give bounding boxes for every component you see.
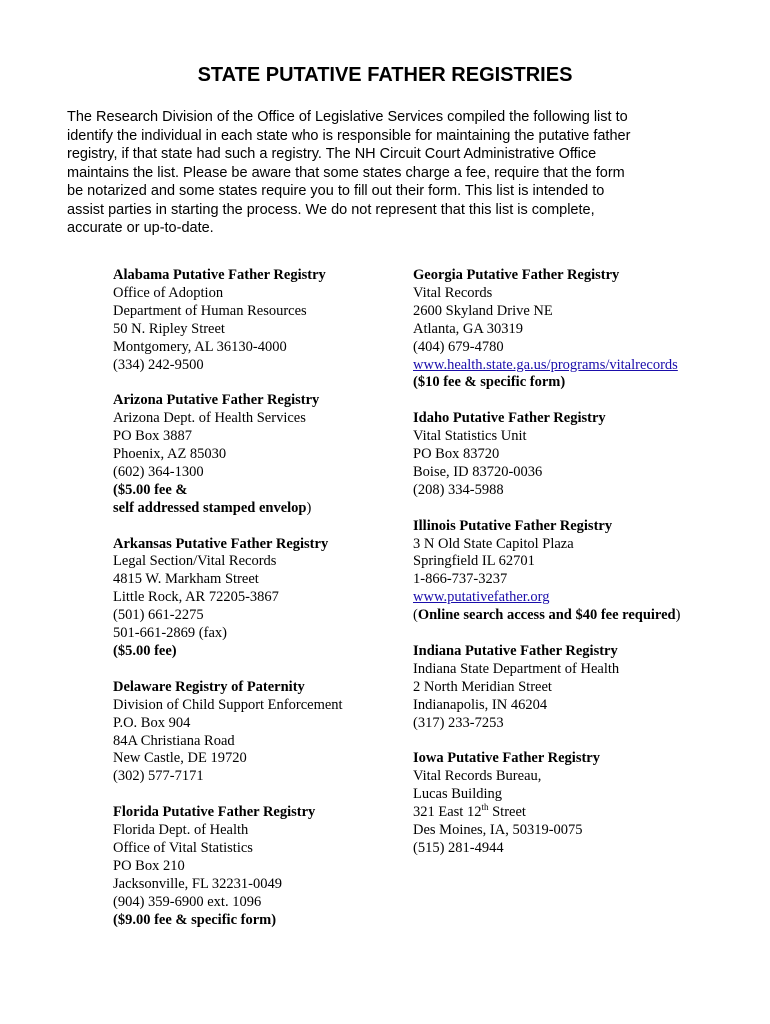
registry-name: Alabama Putative Father Registry [113,267,326,283]
address-line: Vital Records [413,284,493,301]
address-line: PO Box 83720 [413,446,500,463]
address-line: 84A Christiana Road [113,732,235,749]
registry-name: Iowa Putative Father Registry [413,750,600,767]
registry-entry-delaware [113,679,403,786]
fee-note-paren: ( [413,607,418,624]
registry-entry-georgia [413,267,733,392]
registry-name: Georgia Putative Father Registry [413,267,620,283]
fee-note [413,607,733,625]
registry-entry-arkansas [113,536,403,661]
address-line: Indiana State Department of Health [413,660,620,677]
registry-entry-arizona [113,392,403,517]
intro-line: registry, if that state had such a registry. The NH Circuit Court Administrative Office [67,146,597,162]
phone-line: (317) 233-7253 [413,714,504,731]
address-line: P.O. Box 904 [113,714,191,731]
phone-line: (208) 334-5988 [413,481,504,498]
fee-note-paren: ) [675,607,681,624]
address-line: 4815 W. Markham Street [113,571,259,588]
fee-note: ($10 fee & specific form) [413,374,566,391]
phone-line: (602) 364-1300 [113,463,204,480]
website-line [413,589,733,607]
address-line: Legal Section/Vital Records [113,553,277,570]
address-line: Jacksonville, FL 32231-0049 [113,875,283,892]
address-line: New Castle, DE 19720 [113,750,247,767]
fee-note-text: self addressed stamped envelop [113,499,307,516]
address-line: 50 N. Ripley Street [113,320,225,337]
address-line: Vital Statistics Unit [413,428,527,445]
address-line: Florida Dept. of Health [113,822,249,839]
registry-name: Illinois Putative Father Registry [413,517,613,534]
fee-note [113,500,403,518]
address-line: Springfield IL 62701 [413,553,535,570]
address-line: 3 N Old State Capitol Plaza [413,535,574,552]
registry-entry-florida [113,804,403,929]
phone-line: 1-866-737-3237 [413,571,508,588]
registry-entry-alabama [113,267,403,374]
address-line: Indianapolis, IN 46204 [413,696,548,713]
intro-line: assist parties in starting the process. We do not represent that this list is complete, [67,201,595,218]
street-number: 321 East 12 [413,804,482,821]
fee-note: ($5.00 fee) [113,643,177,659]
registry-name: Delaware Registry of Paternity [113,678,305,695]
registry-entry-idaho [413,410,733,500]
ordinal-suffix: th [481,802,489,813]
registry-name: Indiana Putative Father Registry [413,642,618,659]
address-line: Montgomery, AL 36130-4000 [113,338,287,355]
address-line: Office of Adoption [113,284,224,301]
fee-note: ($9.00 fee & specific form) [113,911,277,928]
address-line: 2600 Skyland Drive NE [413,302,553,319]
fee-note-text: Online search access and $40 fee required [417,607,676,624]
registry-name: Arkansas Putative Father Registry [113,535,329,552]
street-name: Street [488,804,526,821]
fee-note: ($5.00 fee & [113,481,188,498]
address-line: Arizona Dept. of Health Services [113,410,306,427]
intro-line: maintains the list. Please be aware that some states charge a fee, require that the form [67,164,625,181]
registry-entry-illinois [413,518,733,625]
phone-line: (302) 577-7171 [113,768,204,785]
registry-entry-iowa [413,750,733,857]
phone-line: (904) 359-6900 ext. 1096 [113,893,262,910]
registry-column-right [413,267,733,876]
fax-line: 501-661-2869 (fax) [113,625,227,642]
address-line: PO Box 3887 [113,428,192,445]
address-line: Office of Vital Statistics [113,839,253,856]
registry-name: Idaho Putative Father Registry [413,410,606,427]
intro-line: The Research Division of the Office of Legislative Services compiled the following list to [67,109,628,125]
intro-line: identify the individual in each state who is responsible for maintaining the putative father [67,127,631,144]
website-line [413,357,733,375]
intro-line: accurate or up-to-date. [67,220,214,236]
address-line: Boise, ID 83720-0036 [413,463,543,480]
phone-line: (404) 679-4780 [413,338,504,355]
address-line: Vital Records Bureau, [413,768,542,785]
address-line: PO Box 210 [113,857,185,874]
registry-name: Arizona Putative Father Registry [113,392,320,409]
address-line: Phoenix, AZ 85030 [113,446,227,463]
address-line: 2 North Meridian Street [413,678,552,695]
registry-column-left [113,267,403,947]
address-line: Des Moines, IA, 50319-0075 [413,822,583,839]
website-link[interactable]: www.health.state.ga.us/programs/vitalrecords [413,356,678,373]
address-line: Department of Human Resources [113,302,307,319]
intro-line: be notarized and some states require you to fill out their form. This list is intended to [67,183,605,199]
address-line: Lucas Building [413,786,503,803]
phone-line: (334) 242-9500 [113,356,204,373]
address-line: Atlanta, GA 30319 [413,320,523,337]
address-line: Little Rock, AR 72205-3867 [113,589,279,606]
page-title: STATE PUTATIVE FATHER REGISTRIES [197,64,573,86]
registry-entry-indiana [413,643,733,733]
address-line: Division of Child Support Enforcement [113,696,343,713]
fee-note-paren: ) [306,499,312,516]
phone-line: (501) 661-2275 [113,607,204,624]
address-line [413,804,733,822]
registry-name: Florida Putative Father Registry [113,804,316,821]
intro-paragraph [67,108,707,238]
website-link[interactable]: www.putativefather.org [413,589,550,606]
phone-line: (515) 281-4944 [413,839,504,856]
